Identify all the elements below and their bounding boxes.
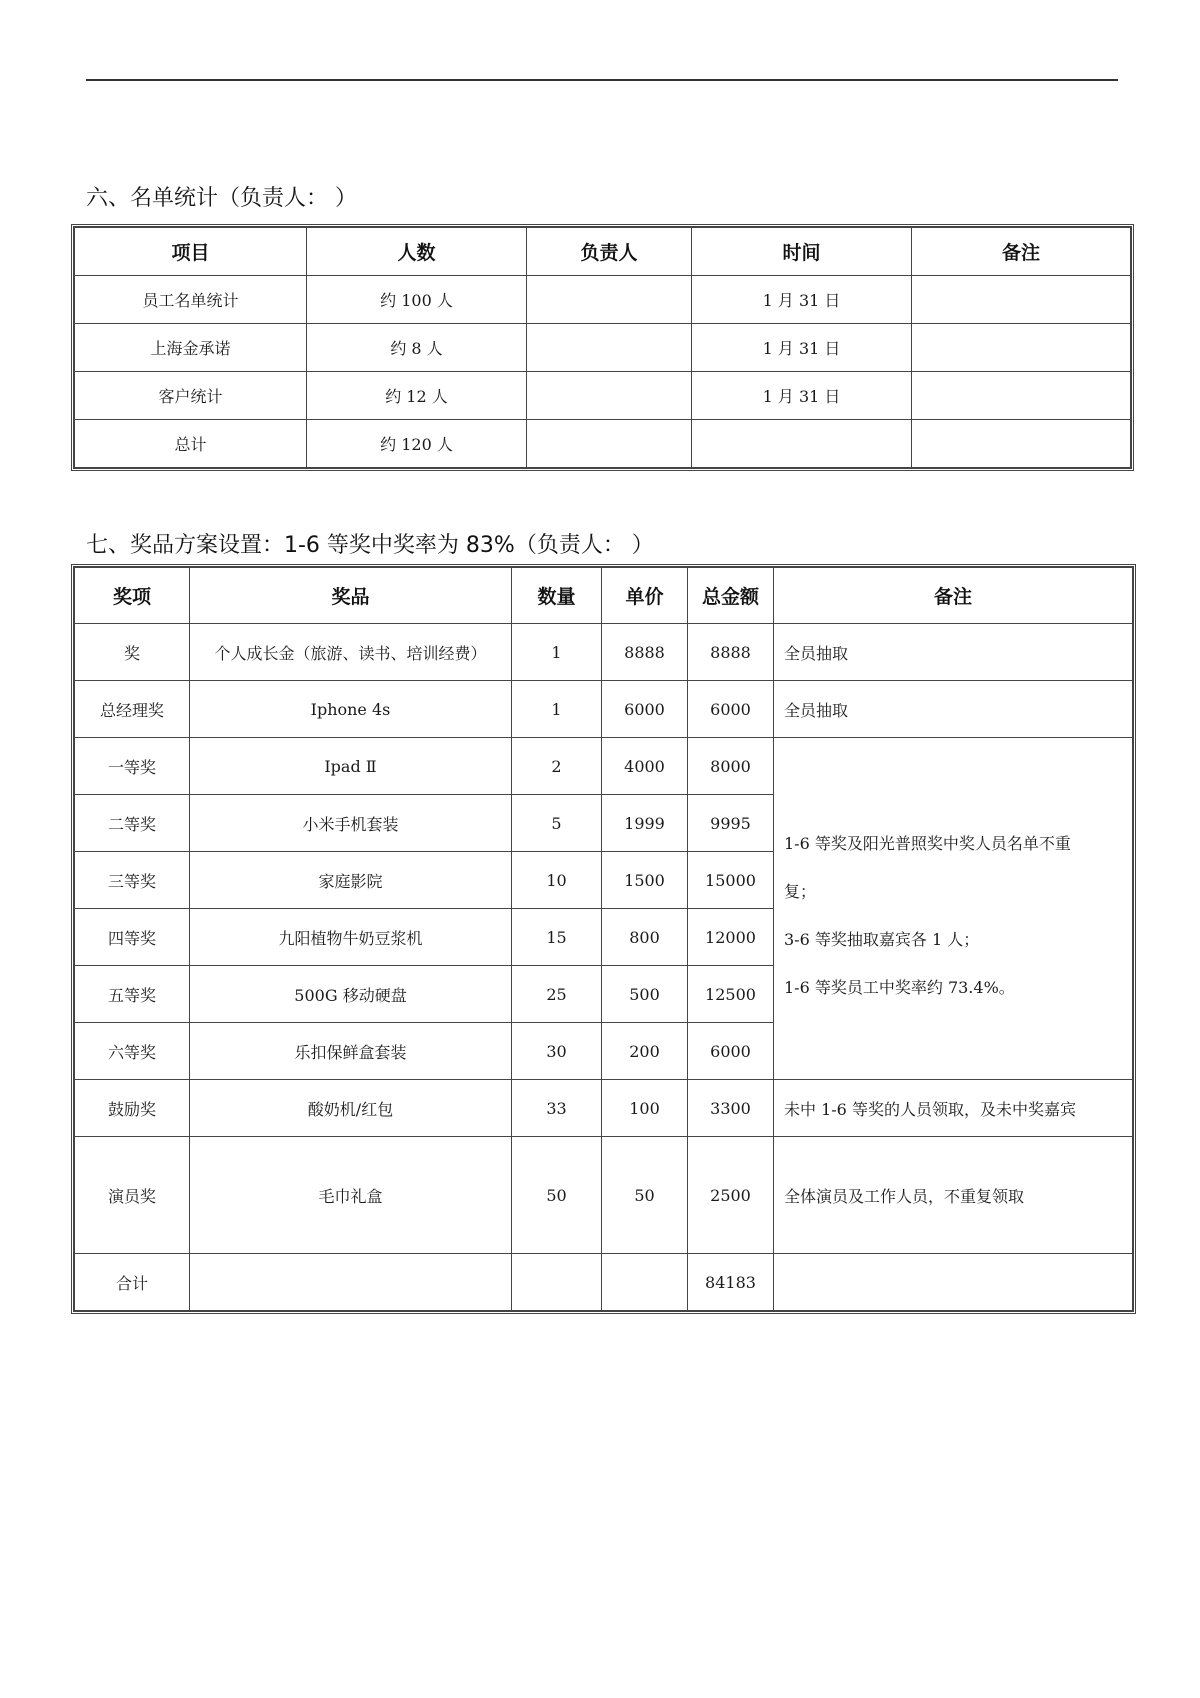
table-cell: 3300 [688, 1080, 774, 1137]
table-cell: 三等奖 [75, 852, 190, 909]
prize-table [74, 567, 1133, 1311]
column-header: 备注 [774, 568, 1133, 624]
table-cell: Iphone 4s [190, 681, 512, 738]
table-cell: 六等奖 [75, 1023, 190, 1080]
table-cell: 九阳植物牛奶豆浆机 [190, 909, 512, 966]
table-cell: 5 [512, 795, 602, 852]
table-cell: 6000 [688, 681, 774, 738]
column-header: 时间 [692, 228, 912, 276]
table-row [75, 738, 1133, 795]
table-row [75, 324, 1131, 372]
table-cell: 全体演员及工作人员，不重复领取 [774, 1137, 1133, 1254]
column-header: 备注 [912, 228, 1131, 276]
note-line: 1-6 等奖员工中奖率约 73.4%。 [784, 978, 1015, 997]
column-header: 数量 [512, 568, 602, 624]
table-cell: 演员奖 [75, 1137, 190, 1254]
header-rule [86, 79, 1118, 81]
table-cell: 总经理奖 [75, 681, 190, 738]
table-cell: 1 [512, 681, 602, 738]
table-cell: 四等奖 [75, 909, 190, 966]
table-cell: 上海金承诺 [75, 324, 307, 372]
table-cell [912, 372, 1131, 420]
table-cell: 84183 [688, 1254, 774, 1311]
table-cell: 9995 [688, 795, 774, 852]
table-cell: 25 [512, 966, 602, 1023]
table-cell: 15 [512, 909, 602, 966]
column-header: 单价 [602, 568, 688, 624]
table-cell: 8888 [688, 624, 774, 681]
table-cell: 家庭影院 [190, 852, 512, 909]
column-header: 总金额 [688, 568, 774, 624]
table-cell: 未中 1-6 等奖的人员领取，及未中奖嘉宾 [774, 1080, 1133, 1137]
note-line: 复； [784, 882, 817, 901]
table-cell: 6000 [688, 1023, 774, 1080]
table-cell: 1 月 31 日 [692, 276, 912, 324]
table-cell: 1 [512, 624, 602, 681]
table-cell: 五等奖 [75, 966, 190, 1023]
table-cell [602, 1254, 688, 1311]
table-cell: 30 [512, 1023, 602, 1080]
table-row [75, 420, 1131, 468]
section-6-heading: 六、名单统计（负责人： ） [86, 186, 357, 211]
table-cell: 鼓励奖 [75, 1080, 190, 1137]
table-cell: 一等奖 [75, 738, 190, 795]
table-cell: 1 月 31 日 [692, 324, 912, 372]
table-row [75, 1254, 1133, 1311]
table-cell: 二等奖 [75, 795, 190, 852]
table-cell: 800 [602, 909, 688, 966]
table-cell: 约 120 人 [307, 420, 527, 468]
table-cell [527, 276, 692, 324]
table-cell: 员工名单统计 [75, 276, 307, 324]
note-line: 3-6 等奖抽取嘉宾各 1 人； [784, 930, 980, 949]
table-cell: 8888 [602, 624, 688, 681]
table-cell [912, 420, 1131, 468]
table-row [75, 276, 1131, 324]
table-row [75, 1137, 1133, 1254]
merged-note-cell [774, 738, 1133, 1080]
table-cell [512, 1254, 602, 1311]
table-cell: 10 [512, 852, 602, 909]
table-cell: 12500 [688, 966, 774, 1023]
table-cell [912, 324, 1131, 372]
table-cell: 乐扣保鲜盒套装 [190, 1023, 512, 1080]
table-cell: 客户统计 [75, 372, 307, 420]
table-row [75, 1080, 1133, 1137]
table-cell: 200 [602, 1023, 688, 1080]
table-cell: Ipad Ⅱ [190, 738, 512, 795]
table-cell: 毛巾礼盒 [190, 1137, 512, 1254]
table-cell: 500G 移动硬盘 [190, 966, 512, 1023]
table-cell: 33 [512, 1080, 602, 1137]
table-cell [527, 372, 692, 420]
table-cell: 8000 [688, 738, 774, 795]
table-cell: 约 12 人 [307, 372, 527, 420]
table-cell: 4000 [602, 738, 688, 795]
table-cell: 1 月 31 日 [692, 372, 912, 420]
table-row [75, 681, 1133, 738]
column-header: 奖项 [75, 568, 190, 624]
table-cell: 酸奶机/红包 [190, 1080, 512, 1137]
table-cell: 2 [512, 738, 602, 795]
table-cell [774, 1254, 1133, 1311]
table-cell: 2500 [688, 1137, 774, 1254]
table-cell: 1999 [602, 795, 688, 852]
column-header: 项目 [75, 228, 307, 276]
table-cell: 6000 [602, 681, 688, 738]
table-cell: 15000 [688, 852, 774, 909]
table-cell [527, 420, 692, 468]
table-row [75, 624, 1133, 681]
roster-table [74, 227, 1131, 468]
table-cell: 全员抽取 [774, 681, 1133, 738]
note-line: 1-6 等奖及阳光普照奖中奖人员名单不重 [784, 834, 1071, 853]
table-header-row [75, 228, 1131, 276]
table-cell: 全员抽取 [774, 624, 1133, 681]
table-cell [692, 420, 912, 468]
table-cell [912, 276, 1131, 324]
table-cell: 小米手机套装 [190, 795, 512, 852]
table-cell: 总计 [75, 420, 307, 468]
section-7-heading: 七、奖品方案设置：1-6 等奖中奖率为 83%（负责人： ） [86, 533, 654, 558]
table-cell: 1500 [602, 852, 688, 909]
table-cell: 合计 [75, 1254, 190, 1311]
table-header-row [75, 568, 1133, 624]
table-cell: 约 8 人 [307, 324, 527, 372]
table-cell: 奖 [75, 624, 190, 681]
table-cell: 50 [512, 1137, 602, 1254]
column-header: 负责人 [527, 228, 692, 276]
table-cell: 个人成长金（旅游、读书、培训经费） [190, 624, 512, 681]
table-cell: 500 [602, 966, 688, 1023]
column-header: 人数 [307, 228, 527, 276]
column-header: 奖品 [190, 568, 512, 624]
table-cell: 100 [602, 1080, 688, 1137]
table-cell: 12000 [688, 909, 774, 966]
table-cell: 50 [602, 1137, 688, 1254]
table-row [75, 372, 1131, 420]
table-cell [527, 324, 692, 372]
table-cell [190, 1254, 512, 1311]
table-cell: 约 100 人 [307, 276, 527, 324]
